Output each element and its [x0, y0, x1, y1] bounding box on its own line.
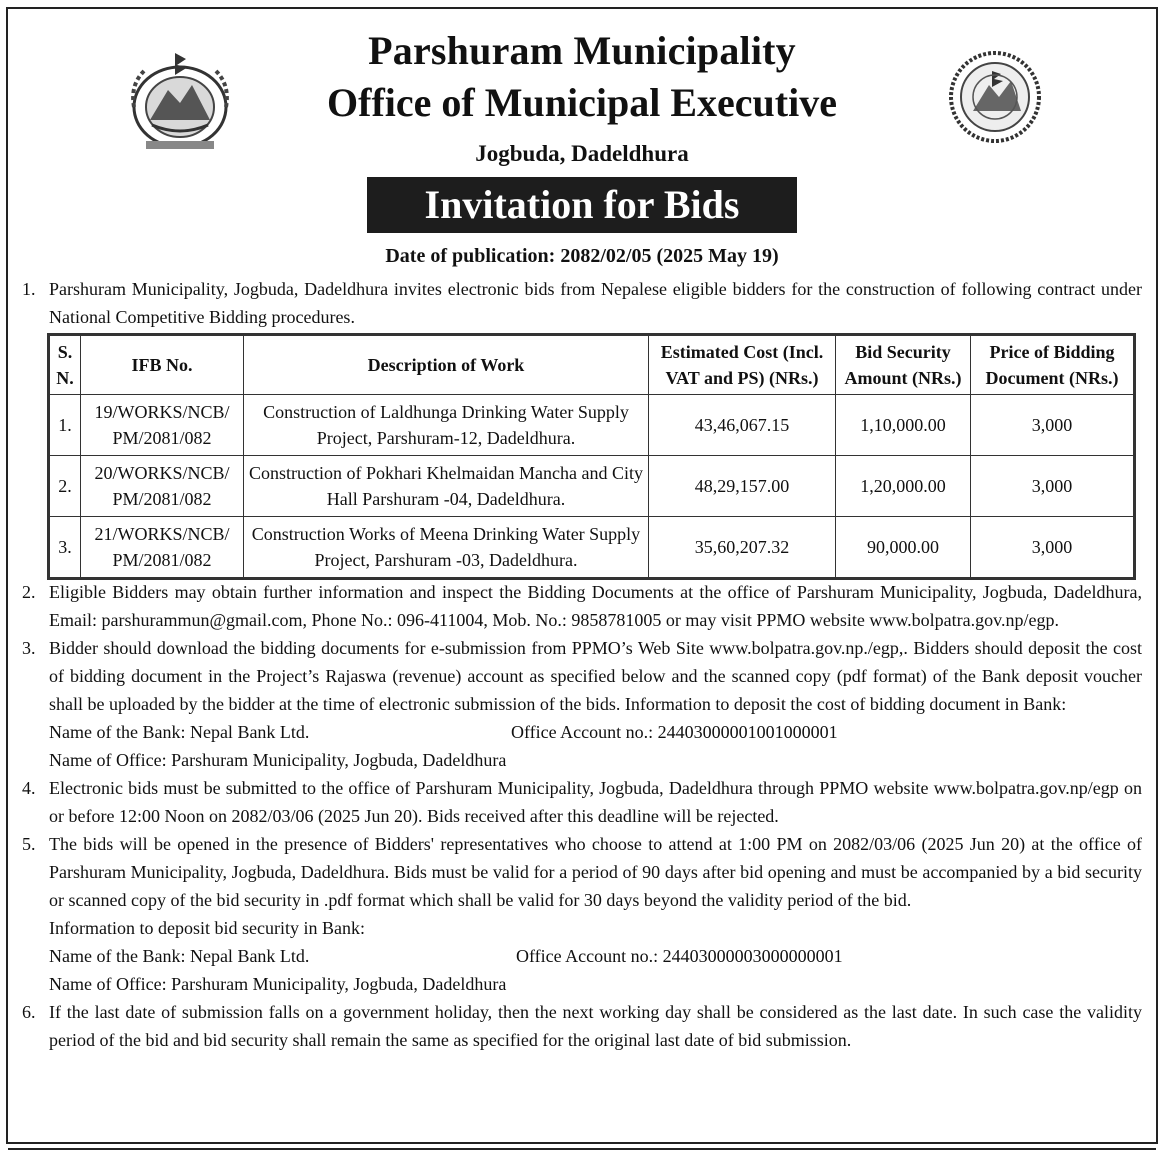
- cell-ifb: 21/WORKS/NCB/ PM/2081/082: [81, 517, 244, 578]
- cell-description: Construction of Laldhunga Drinking Water Supply Project, Parshuram-12, Dadeldhura.: [244, 395, 649, 456]
- clause-5: [22, 830, 1142, 998]
- cell-document-price: 3,000: [971, 517, 1134, 578]
- clause-4: [22, 774, 1142, 830]
- cell-document-price: 3,000: [971, 456, 1134, 517]
- clause-text: Eligible Bidders may obtain further information and inspect the Bidding Documents at the office of Parshuram Municipality, Jogbuda, Dadeldhura, Email: parshurammun@gmail.com, Phone No.: 096-411004, Mob. No.: 9858781005 or may visit PPMO website www.bolpatra.gov.np/egp.: [49, 582, 1142, 630]
- clause-number: 2.: [22, 582, 36, 602]
- bottom-rule: [8, 1148, 1156, 1150]
- table-row: [50, 395, 1134, 456]
- clause-3: [22, 634, 1142, 774]
- table-header-row: [50, 336, 1134, 395]
- clause-1: [22, 275, 1142, 331]
- bids-table: [49, 335, 1134, 578]
- account-number: Office Account no.: 24403000001001000001: [511, 722, 838, 742]
- cell-sn: 2.: [50, 456, 81, 517]
- bank-name: Name of the Bank: Nepal Bank Ltd.: [49, 946, 310, 966]
- col-estimated-cost: Estimated Cost (Incl. VAT and PS) (NRs.): [649, 336, 836, 395]
- cell-ifb: 20/WORKS/NCB/ PM/2081/082: [81, 456, 244, 517]
- clause-6: [22, 998, 1142, 1054]
- deposit-info: Information to deposit bid security in Bank:: [49, 918, 365, 938]
- notice-header: [8, 9, 1156, 267]
- clause-text: Electronic bids must be submitted to the office of Parshuram Municipality, Jogbuda, Dadeldhura through PPMO website www.bolpatra.gov.np/egp on or before 12:00 Noon on 2082/03/06 (2025 Jun 20). Bids received after this deadline will be rejected.: [49, 778, 1142, 826]
- office-location: Jogbuda, Dadeldhura: [475, 141, 689, 166]
- cell-estimated-cost: 43,46,067.15: [649, 395, 836, 456]
- cell-bid-security: 90,000.00: [836, 517, 971, 578]
- clause-text: The bids will be opened in the presence of Bidders' representatives who choose to attend at 1:00 PM on 2082/03/06 (2025 Jun 20) at the office of Parshuram Municipality, Jogbuda, Dadeldhura. Bids must be valid for a period of 90 days after bid opening and must be accompanied by a bid security or scanned copy of the bid security in .pdf format which shall be valid for 30 days beyond the validity period of the bid.: [49, 834, 1142, 910]
- col-bid-security: Bid Security Amount (NRs.): [836, 336, 971, 395]
- bank-details: [49, 718, 1142, 746]
- col-document-price: Price of Bidding Document (NRs.): [971, 336, 1134, 395]
- clause-number: 3.: [22, 638, 36, 658]
- publication-date: Date of publication: 2082/02/05 (2025 May 19): [385, 245, 779, 267]
- municipality-title: Parshuram Municipality: [368, 28, 796, 73]
- cell-document-price: 3,000: [971, 395, 1134, 456]
- account-number: Office Account no.: 24403000003000000001: [516, 946, 843, 966]
- cell-estimated-cost: 48,29,157.00: [649, 456, 836, 517]
- office-name: Name of Office: Parshuram Municipality, Jogbuda, Dadeldhura: [49, 974, 507, 994]
- table-row: [50, 456, 1134, 517]
- cell-ifb: 19/WORKS/NCB/ PM/2081/082: [81, 395, 244, 456]
- notice-page: [6, 7, 1158, 1144]
- cell-description: Construction Works of Meena Drinking Water Supply Project, Parshuram -03, Dadeldhura.: [244, 517, 649, 578]
- clause-2: [22, 578, 1142, 634]
- cell-sn: 1.: [50, 395, 81, 456]
- municipality-seal-icon: [945, 49, 1045, 144]
- table-row: [50, 517, 1134, 578]
- clause-text: If the last date of submission falls on a government holiday, then the next working day shall be considered as the last date. In such case the validity period of the bid and bid security shall remain the same as specified for the original last date of bid submission.: [49, 1002, 1142, 1050]
- office-title: Office of Municipal Executive: [327, 80, 837, 125]
- bank-name: Name of the Bank: Nepal Bank Ltd.: [49, 722, 310, 742]
- col-sn: S. N.: [50, 336, 81, 395]
- clause-text: Parshuram Municipality, Jogbuda, Dadeldhura invites electronic bids from Nepalese eligible bidders for the construction of following contract under National Competitive Bidding procedures.: [49, 279, 1142, 327]
- cell-description: Construction of Pokhari Khelmaidan Mancha and City Hall Parshuram -04, Dadeldhura.: [244, 456, 649, 517]
- cell-bid-security: 1,10,000.00: [836, 395, 971, 456]
- cell-estimated-cost: 35,60,207.32: [649, 517, 836, 578]
- col-ifb: IFB No.: [81, 336, 244, 395]
- notice-body: [22, 275, 1142, 1054]
- cell-sn: 3.: [50, 517, 81, 578]
- invitation-banner: Invitation for Bids: [367, 177, 797, 233]
- clause-number: 6.: [22, 1002, 36, 1022]
- clause-number: 4.: [22, 778, 36, 798]
- bank-details: [49, 942, 1142, 970]
- cell-bid-security: 1,20,000.00: [836, 456, 971, 517]
- clause-number: 1.: [22, 279, 36, 299]
- clause-text: Bidder should download the bidding documents for e-submission from PPMO’s Web Site www.bolpatra.gov.np./egp,. Bidders should deposit the cost of bidding document in the Project’s Rajaswa (revenue) account as specified below and the scanned copy (pdf format) of the Bank deposit voucher shall be uploaded by the bidder at the time of electronic submission of the bids. Information to deposit the cost of bidding document in Bank:: [49, 638, 1142, 714]
- col-description: Description of Work: [244, 336, 649, 395]
- clause-number: 5.: [22, 834, 36, 854]
- office-name: Name of Office: Parshuram Municipality, Jogbuda, Dadeldhura: [49, 750, 507, 770]
